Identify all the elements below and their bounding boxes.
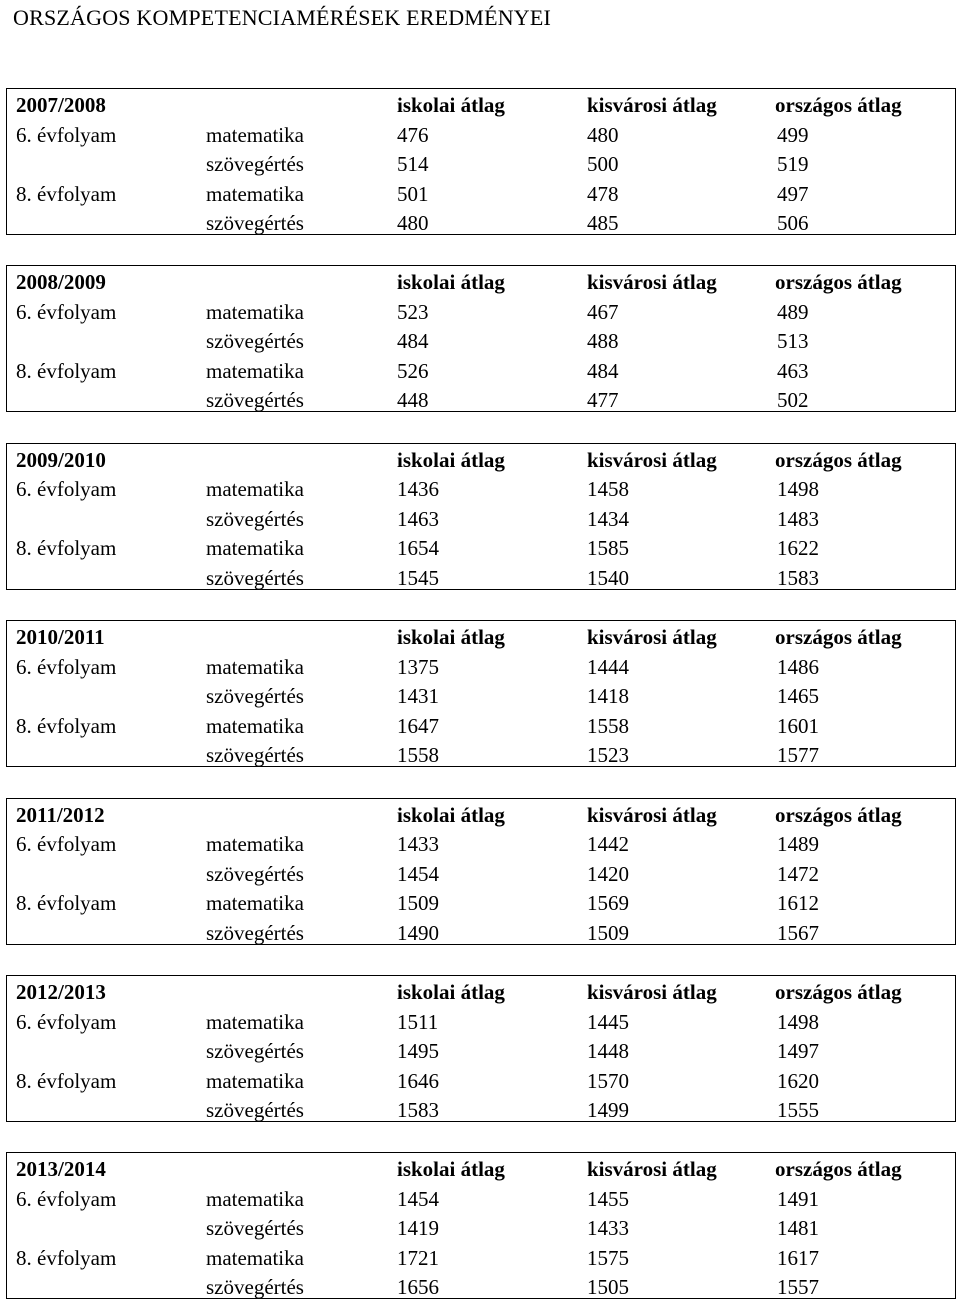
small-town-average-value: 1540 bbox=[587, 565, 629, 590]
national-average-value: 1465 bbox=[777, 684, 819, 709]
small-town-average-header: kisvárosi átlag bbox=[587, 93, 717, 117]
subject-label: szövegértés bbox=[206, 329, 304, 354]
national-average-header: országos átlag bbox=[775, 1157, 902, 1182]
year-header-row bbox=[7, 91, 955, 120]
year-block-2011-2012 bbox=[6, 798, 956, 945]
year-block-2008-2009 bbox=[6, 265, 956, 412]
year-header-row bbox=[7, 1155, 955, 1184]
small-town-average-value: 1558 bbox=[587, 713, 629, 738]
table-row bbox=[7, 919, 955, 948]
small-town-average-header: kisvárosi átlag bbox=[587, 625, 717, 650]
grade-label: 8. évfolyam bbox=[16, 181, 117, 206]
grade-label: 6. évfolyam bbox=[16, 122, 117, 147]
small-town-average-header: kisvárosi átlag bbox=[587, 447, 717, 472]
small-town-average-value: 1442 bbox=[587, 832, 629, 857]
small-town-average-value: 1458 bbox=[587, 477, 629, 502]
small-town-average-value: 480 bbox=[587, 122, 619, 147]
subject-label: szövegértés bbox=[206, 743, 304, 768]
school-average-value: 1433 bbox=[397, 832, 439, 857]
school-year: 2007/2008 bbox=[16, 93, 106, 117]
grade-label: 6. évfolyam bbox=[16, 1186, 117, 1211]
subject-label: szövegértés bbox=[206, 1216, 304, 1241]
table-row bbox=[7, 505, 955, 534]
school-average-value: 1646 bbox=[397, 1068, 439, 1093]
school-average-value: 1545 bbox=[397, 565, 439, 590]
school-average-header: iskolai átlag bbox=[397, 93, 505, 117]
table-row bbox=[7, 298, 955, 327]
small-town-average-header: kisvárosi átlag bbox=[587, 270, 717, 295]
school-average-value: 480 bbox=[397, 211, 429, 235]
year-header-row bbox=[7, 801, 955, 830]
subject-label: matematika bbox=[206, 1245, 304, 1270]
subject-label: matematika bbox=[206, 536, 304, 561]
national-average-value: 1489 bbox=[777, 832, 819, 857]
school-average-header: iskolai átlag bbox=[397, 625, 505, 650]
table-row bbox=[7, 386, 955, 415]
national-average-header: országos átlag bbox=[775, 93, 902, 117]
school-average-value: 1647 bbox=[397, 713, 439, 738]
school-average-value: 1375 bbox=[397, 654, 439, 679]
table-row bbox=[7, 1096, 955, 1125]
small-town-average-value: 1444 bbox=[587, 654, 629, 679]
national-average-value: 1555 bbox=[777, 1098, 819, 1122]
year-block-2007-2008 bbox=[6, 88, 956, 235]
table-row bbox=[7, 180, 955, 209]
subject-label: matematika bbox=[206, 1068, 304, 1093]
subject-label: matematika bbox=[206, 299, 304, 324]
school-average-value: 526 bbox=[397, 358, 429, 383]
subject-label: matematika bbox=[206, 891, 304, 916]
subject-label: szövegértés bbox=[206, 1275, 304, 1300]
school-average-header: iskolai átlag bbox=[397, 980, 505, 1004]
school-average-value: 1721 bbox=[397, 1245, 439, 1270]
small-town-average-value: 1434 bbox=[587, 506, 629, 531]
national-average-header: országos átlag bbox=[775, 447, 902, 472]
table-row bbox=[7, 860, 955, 889]
national-average-value: 1612 bbox=[777, 891, 819, 916]
small-town-average-value: 1433 bbox=[587, 1216, 629, 1241]
school-average-value: 1583 bbox=[397, 1098, 439, 1122]
small-town-average-value: 1570 bbox=[587, 1068, 629, 1093]
national-average-value: 497 bbox=[777, 181, 809, 206]
subject-label: szövegértés bbox=[206, 920, 304, 945]
table-row bbox=[7, 830, 955, 859]
national-average-value: 1497 bbox=[777, 1039, 819, 1063]
grade-label: 6. évfolyam bbox=[16, 832, 117, 857]
national-average-value: 1620 bbox=[777, 1068, 819, 1093]
school-average-value: 514 bbox=[397, 152, 429, 176]
subject-label: szövegértés bbox=[206, 1098, 304, 1122]
small-town-average-header: kisvárosi átlag bbox=[587, 1157, 717, 1182]
small-town-average-value: 1505 bbox=[587, 1275, 629, 1300]
table-row bbox=[7, 1067, 955, 1096]
school-average-value: 1509 bbox=[397, 891, 439, 916]
school-average-value: 523 bbox=[397, 299, 429, 324]
small-town-average-value: 1420 bbox=[587, 861, 629, 886]
school-average-header: iskolai átlag bbox=[397, 1157, 505, 1182]
national-average-value: 1617 bbox=[777, 1245, 819, 1270]
school-year: 2008/2009 bbox=[16, 270, 106, 295]
school-year: 2009/2010 bbox=[16, 447, 106, 472]
table-row bbox=[7, 741, 955, 770]
table-row bbox=[7, 1037, 955, 1066]
grade-label: 6. évfolyam bbox=[16, 299, 117, 324]
national-average-value: 502 bbox=[777, 388, 809, 413]
school-average-value: 1656 bbox=[397, 1275, 439, 1300]
national-average-value: 1567 bbox=[777, 920, 819, 945]
small-town-average-header: kisvárosi átlag bbox=[587, 802, 717, 827]
small-town-average-value: 1509 bbox=[587, 920, 629, 945]
national-average-value: 1601 bbox=[777, 713, 819, 738]
table-row bbox=[7, 1008, 955, 1037]
subject-label: matematika bbox=[206, 122, 304, 147]
grade-label: 8. évfolyam bbox=[16, 1245, 117, 1270]
grade-label: 8. évfolyam bbox=[16, 1068, 117, 1093]
school-average-value: 1431 bbox=[397, 684, 439, 709]
small-town-average-header: kisvárosi átlag bbox=[587, 980, 717, 1004]
subject-label: matematika bbox=[206, 1186, 304, 1211]
subject-label: matematika bbox=[206, 358, 304, 383]
national-average-value: 1491 bbox=[777, 1186, 819, 1211]
subject-label: matematika bbox=[206, 1009, 304, 1034]
table-row bbox=[7, 1273, 955, 1302]
school-average-header: iskolai átlag bbox=[397, 447, 505, 472]
small-town-average-value: 477 bbox=[587, 388, 619, 413]
grade-label: 6. évfolyam bbox=[16, 477, 117, 502]
national-average-value: 513 bbox=[777, 329, 809, 354]
school-average-value: 1454 bbox=[397, 1186, 439, 1211]
table-row bbox=[7, 889, 955, 918]
table-row bbox=[7, 712, 955, 741]
national-average-header: országos átlag bbox=[775, 270, 902, 295]
national-average-value: 1583 bbox=[777, 565, 819, 590]
school-average-value: 1654 bbox=[397, 536, 439, 561]
subject-label: szövegértés bbox=[206, 506, 304, 531]
school-average-value: 1463 bbox=[397, 506, 439, 531]
page-title: ORSZÁGOS KOMPETENCIAMÉRÉSEK EREDMÉNYEI bbox=[13, 5, 552, 30]
school-year: 2012/2013 bbox=[16, 980, 106, 1004]
school-average-value: 1558 bbox=[397, 743, 439, 768]
table-row bbox=[7, 1244, 955, 1273]
table-row bbox=[7, 653, 955, 682]
national-average-value: 1481 bbox=[777, 1216, 819, 1241]
national-average-value: 489 bbox=[777, 299, 809, 324]
subject-label: matematika bbox=[206, 181, 304, 206]
subject-label: szövegértés bbox=[206, 388, 304, 413]
subject-label: szövegértés bbox=[206, 861, 304, 886]
subject-label: szövegértés bbox=[206, 684, 304, 709]
small-town-average-value: 1569 bbox=[587, 891, 629, 916]
national-average-value: 499 bbox=[777, 122, 809, 147]
national-average-header: országos átlag bbox=[775, 802, 902, 827]
small-town-average-value: 1418 bbox=[587, 684, 629, 709]
table-row bbox=[7, 1185, 955, 1214]
national-average-header: országos átlag bbox=[775, 625, 902, 650]
small-town-average-value: 1499 bbox=[587, 1098, 629, 1122]
subject-label: szövegértés bbox=[206, 565, 304, 590]
school-average-value: 1454 bbox=[397, 861, 439, 886]
grade-label: 8. évfolyam bbox=[16, 536, 117, 561]
grade-label: 6. évfolyam bbox=[16, 654, 117, 679]
small-town-average-value: 1455 bbox=[587, 1186, 629, 1211]
small-town-average-value: 488 bbox=[587, 329, 619, 354]
school-average-header: iskolai átlag bbox=[397, 802, 505, 827]
national-average-value: 1557 bbox=[777, 1275, 819, 1300]
small-town-average-value: 1445 bbox=[587, 1009, 629, 1034]
school-average-value: 501 bbox=[397, 181, 429, 206]
year-header-row bbox=[7, 446, 955, 475]
subject-label: matematika bbox=[206, 477, 304, 502]
national-average-value: 1622 bbox=[777, 536, 819, 561]
year-block-2012-2013 bbox=[6, 975, 956, 1122]
table-row bbox=[7, 357, 955, 386]
small-town-average-value: 1575 bbox=[587, 1245, 629, 1270]
school-average-value: 448 bbox=[397, 388, 429, 413]
subject-label: matematika bbox=[206, 713, 304, 738]
table-row bbox=[7, 534, 955, 563]
small-town-average-value: 1585 bbox=[587, 536, 629, 561]
year-header-row bbox=[7, 978, 955, 1007]
table-row bbox=[7, 1214, 955, 1243]
small-town-average-value: 1523 bbox=[587, 743, 629, 768]
school-average-value: 484 bbox=[397, 329, 429, 354]
subject-label: matematika bbox=[206, 654, 304, 679]
grade-label: 8. évfolyam bbox=[16, 713, 117, 738]
table-row bbox=[7, 121, 955, 150]
national-average-value: 519 bbox=[777, 152, 809, 176]
subject-label: szövegértés bbox=[206, 211, 304, 235]
national-average-value: 1483 bbox=[777, 506, 819, 531]
school-average-value: 1511 bbox=[397, 1009, 439, 1034]
school-average-value: 476 bbox=[397, 122, 429, 147]
school-year: 2013/2014 bbox=[16, 1157, 106, 1182]
national-average-value: 506 bbox=[777, 211, 809, 235]
year-block-2013-2014 bbox=[6, 1152, 956, 1299]
year-header-row bbox=[7, 623, 955, 652]
table-row bbox=[7, 150, 955, 179]
school-average-value: 1490 bbox=[397, 920, 439, 945]
grade-label: 8. évfolyam bbox=[16, 891, 117, 916]
subject-label: matematika bbox=[206, 832, 304, 857]
national-average-value: 463 bbox=[777, 358, 809, 383]
national-average-value: 1498 bbox=[777, 1009, 819, 1034]
school-year: 2011/2012 bbox=[16, 802, 105, 827]
national-average-value: 1498 bbox=[777, 477, 819, 502]
table-row bbox=[7, 564, 955, 593]
year-block-2009-2010 bbox=[6, 443, 956, 590]
grade-label: 8. évfolyam bbox=[16, 358, 117, 383]
national-average-value: 1577 bbox=[777, 743, 819, 768]
small-town-average-value: 467 bbox=[587, 299, 619, 324]
table-row bbox=[7, 209, 955, 238]
small-town-average-value: 478 bbox=[587, 181, 619, 206]
school-average-value: 1436 bbox=[397, 477, 439, 502]
national-average-header: országos átlag bbox=[775, 980, 902, 1004]
small-town-average-value: 485 bbox=[587, 211, 619, 235]
table-row bbox=[7, 475, 955, 504]
school-average-value: 1419 bbox=[397, 1216, 439, 1241]
school-year: 2010/2011 bbox=[16, 625, 105, 650]
small-town-average-value: 1448 bbox=[587, 1039, 629, 1063]
table-row bbox=[7, 327, 955, 356]
subject-label: szövegértés bbox=[206, 152, 304, 176]
small-town-average-value: 500 bbox=[587, 152, 619, 176]
school-average-header: iskolai átlag bbox=[397, 270, 505, 295]
national-average-value: 1486 bbox=[777, 654, 819, 679]
year-header-row bbox=[7, 268, 955, 297]
school-average-value: 1495 bbox=[397, 1039, 439, 1063]
grade-label: 6. évfolyam bbox=[16, 1009, 117, 1034]
year-block-2010-2011 bbox=[6, 620, 956, 767]
national-average-value: 1472 bbox=[777, 861, 819, 886]
subject-label: szövegértés bbox=[206, 1039, 304, 1063]
small-town-average-value: 484 bbox=[587, 358, 619, 383]
table-row bbox=[7, 682, 955, 711]
